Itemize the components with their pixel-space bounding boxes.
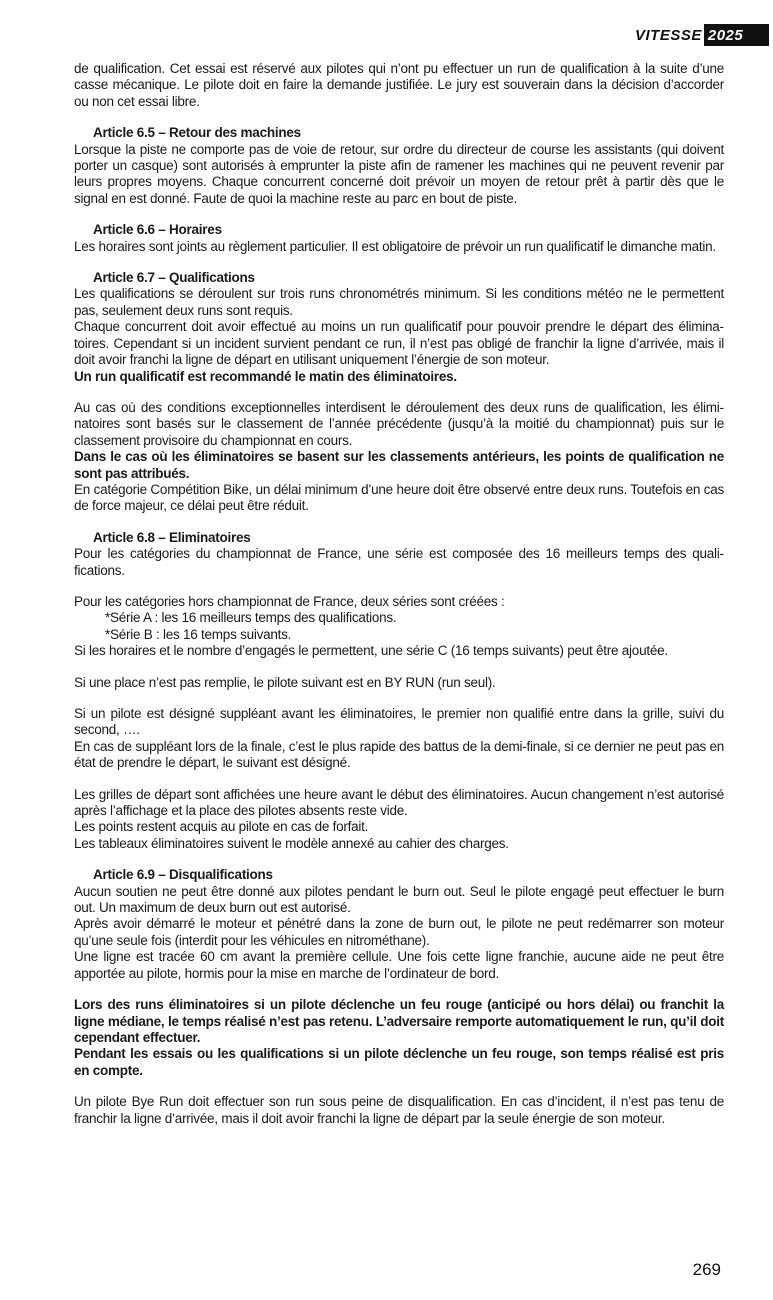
article-heading-6-7: Article 6.7 – Qualifications (93, 270, 255, 286)
paragraph: Si les horaires et le nombre d’engagés le permettent, une série C (16 temps suivants) peut être ajoutée. (74, 643, 668, 659)
paragraph: Un pilote Bye Run doit effectuer son run sous peine de disqualification. En cas d’incident, il n’est pas tenu de franchir la ligne d’arrivée, mais il doit avoir franchi la ligne de départ par la seule énergie de son moteur. (74, 1094, 724, 1126)
paragraph: En cas de suppléant lors de la finale, c’est le plus rapide des battus de la demi-finale, si ce dernier ne peut pas en état de prendre le départ, le suivant est désigné. (74, 738, 724, 771)
paragraph: Au cas où des conditions exceptionnelles interdisent le déroulement des deux runs de qualification, les éliminatoires sont basés sur le classement de l’année précédente (jusqu’à la moitié du championnat) puis sur le classement provisoire du championnat en cours. (74, 399, 724, 448)
paragraph: Les points restent acquis au pilote en cas de forfait. (74, 819, 369, 835)
paragraph: Pour les catégories hors championnat de France, deux séries sont créées : (74, 593, 505, 609)
paragraph: Une ligne est tracée 60 cm avant la première cellule. Une fois cette ligne franchie, aucune aide ne peut être apportée au pilote, hormis pour la mise en marche de l’ordinateur de bord. (74, 949, 724, 981)
paragraph: Chaque concurrent doit avoir effectué au moins un run qualificatif pour pouvoir prendre le départ des éliminatoires. Cependant si un incident survient pendant ce run, il n’est pas obligé de franchir la ligne d’arrivée, mais il doit avoir franchi la ligne de départ en utilisant uniquement l’énergie de son moteur. (74, 319, 724, 368)
bold-paragraph: Pendant les essais ou les qualifications si un pilote déclenche un feu rouge, son temps réalisé est pris en compte. (74, 1046, 724, 1078)
paragraph: de qualification. Cet essai est réservé aux pilotes qui n’ont pu effectuer un run de qualification à la suite d’une casse mécanique. Le pilote doit en faire la demande justifiée. Le jury est souverain dans la décision d’accorder ou non cet essai libre. (74, 61, 724, 109)
list-item: *Série A : les 16 meilleurs temps des qualifications. (105, 610, 397, 626)
page-number: 269 (692, 1260, 721, 1279)
paragraph: Après avoir démarré le moteur et pénétré dans la zone de burn out, le pilote ne peut redémarrer son moteur qu’une seule fois (interdit pour les véhicules en nitrométhane). (74, 916, 724, 948)
paragraph: Lorsque la piste ne comporte pas de voie de retour, sur ordre du directeur de course les assistants (qui doivent porter un casque) sont autorisés à emprunter la piste afin de ramener les machines qui ne peuvent revenir par leurs propres moyens. Chaque concurrent concerné doit prévoir un moyen de retour prêt à partir dès que le signal en est donné. Faute de quoi la machine reste au parc en bout de piste. (74, 141, 724, 206)
paragraph: En catégorie Compétition Bike, un délai minimum d’une heure doit être observé entre deux runs. Toutefois en cas de force majeur, ce délai peut être réduit. (74, 481, 724, 514)
article-heading-6-6: Article 6.6 – Horaires (93, 222, 222, 238)
header-tab (633, 24, 773, 46)
paragraph: Les grilles de départ sont affichées une heure avant le début des éliminatoires. Aucun changement n’est autorisé après l’affichage et la place des pilotes absents reste vide. (74, 786, 724, 819)
article-heading-6-9: Article 6.9 – Disqualifications (93, 867, 273, 883)
bold-paragraph: Lors des runs éliminatoires si un pilote déclenche un feu rouge (anticipé ou hors délai) ou franchit la ligne médiane, le temps réalisé n’est pas retenu. L’adversaire remporte automatiquement le run, qu’il doit cependant effectuer. (74, 997, 724, 1045)
paragraph: Si une place n’est pas remplie, le pilote suivant est en BY RUN (run seul). (74, 674, 496, 690)
page-body (74, 61, 724, 1127)
paragraph: Si un pilote est désigné suppléant avant les éliminatoires, le premier non qualifié entre dans la grille, suivi du second, …. (74, 706, 724, 738)
article-heading-6-8: Article 6.8 – Eliminatoires (93, 529, 251, 545)
header-year-badge: 2025 (704, 24, 769, 46)
article-heading-6-5: Article 6.5 – Retour des machines (93, 125, 301, 141)
paragraph: Les qualifications se déroulent sur trois runs chronométrés minimum. Si les conditions météo ne le permettent pas, seulement deux runs sont requis. (74, 286, 724, 318)
header-title: VITESSE (635, 26, 702, 44)
paragraph: Pour les catégories du championnat de France, une série est composée des 16 meilleurs temps des qualifications. (74, 546, 724, 578)
list-item: *Série B : les 16 temps suivants. (105, 626, 292, 642)
bold-paragraph: Un run qualificatif est recommandé le matin des éliminatoires. (74, 368, 457, 384)
paragraph: Aucun soutien ne peut être donné aux pilotes pendant le burn out. Seul le pilote engagé peut effectuer le burn out. Un maximum de deux burn out est autorisé. (74, 883, 724, 916)
bold-paragraph: Dans le cas où les éliminatoires se basent sur les classements antérieurs, les points de qualification ne sont pas attribués. (74, 449, 724, 481)
paragraph: Les tableaux éliminatoires suivent le modèle annexé au cahier des charges. (74, 835, 509, 851)
paragraph: Les horaires sont joints au règlement particulier. Il est obligatoire de prévoir un run qualificatif le dimanche matin. (74, 238, 716, 254)
